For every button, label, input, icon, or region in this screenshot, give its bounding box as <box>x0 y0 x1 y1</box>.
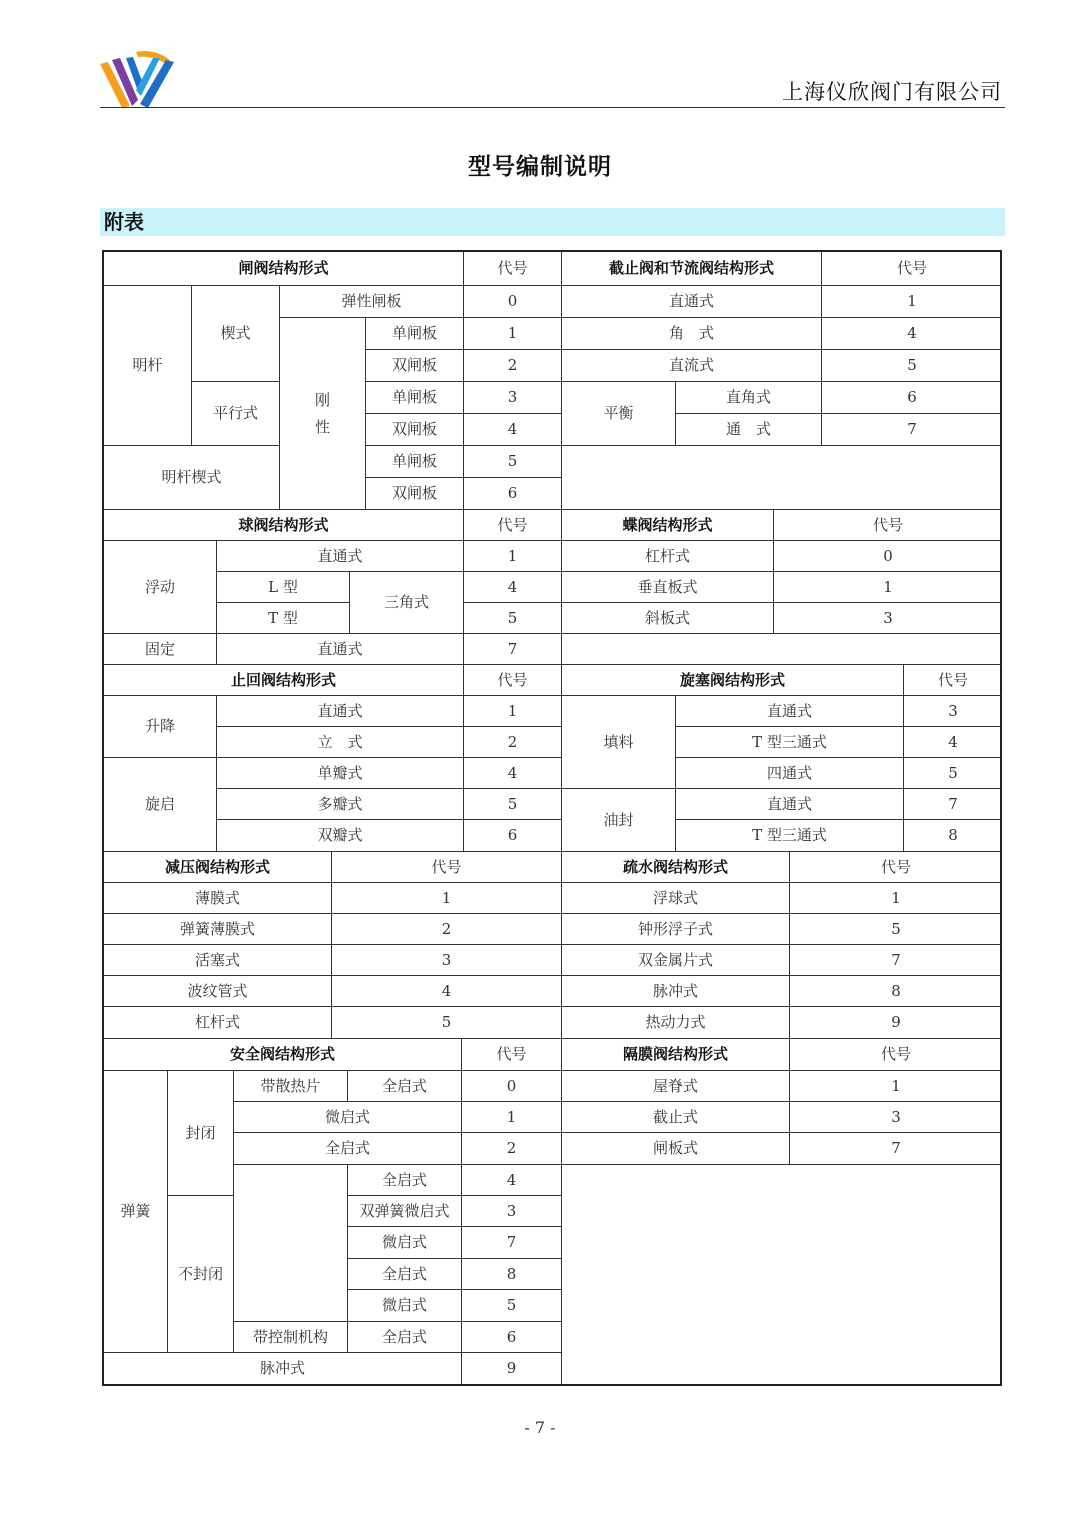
plug-code: 8 <box>904 820 1002 852</box>
diaphragm-code: 1 <box>790 1071 1002 1102</box>
reducing-code: 5 <box>332 1007 562 1039</box>
globe-zhijiao: 直角式 <box>676 382 822 414</box>
gate-xing-char: 性 <box>314 417 330 436</box>
diaphragm-title: 隔膜阀结构形式 <box>562 1039 790 1071</box>
plug-youfeng: 油封 <box>562 789 676 852</box>
diaphragm-item: 屋脊式 <box>562 1071 790 1102</box>
safety-sanre: 带散热片 <box>234 1071 348 1102</box>
check-shengjiang: 升降 <box>104 696 217 758</box>
safety-weiqi: 微启式 <box>234 1102 462 1133</box>
trap-item: 双金属片式 <box>562 945 790 976</box>
gate-mingan-xie: 明杆楔式 <box>104 446 280 510</box>
header-divider <box>100 107 1005 108</box>
safety-tanhuang: 弹簧 <box>104 1071 168 1353</box>
company-name: 上海仪欣阀门有限公司 <box>782 80 1002 104</box>
butterfly-code: 3 <box>774 603 1002 634</box>
safety-quanqi: 全启式 <box>348 1165 462 1196</box>
ball-title: 球阀结构形式 <box>104 510 464 541</box>
reducing-code: 3 <box>332 945 562 976</box>
safety-code-header: 代号 <box>462 1039 562 1071</box>
gate-tanxing: 弹性闸板 <box>280 286 464 318</box>
reducing-item: 薄膜式 <box>104 883 332 914</box>
safety-code: 0 <box>462 1071 562 1102</box>
butterfly-item: 杠杆式 <box>562 541 774 572</box>
ball-l: L 型 <box>217 572 350 603</box>
safety-bufengbi: 不封闭 <box>168 1196 234 1353</box>
ball-guding: 固定 <box>104 634 217 665</box>
empty-cell <box>562 1165 1002 1384</box>
check-item: 单瓣式 <box>217 758 464 789</box>
gate-gangxing <box>280 318 366 510</box>
globe-tong: 通 式 <box>676 414 822 446</box>
plug-code-header: 代号 <box>904 665 1002 696</box>
check-code: 5 <box>464 789 562 820</box>
globe-code: 5 <box>822 350 1002 382</box>
plug-item: 直通式 <box>676 696 904 727</box>
gate-shuangzha: 双闸板 <box>366 414 464 446</box>
ball-sanjiao: 三角式 <box>350 572 464 634</box>
section-band <box>100 208 1005 236</box>
trap-title: 疏水阀结构形式 <box>562 852 790 883</box>
check-item: 多瓣式 <box>217 789 464 820</box>
section-label: 附表 <box>104 210 144 234</box>
diaphragm-item: 截止式 <box>562 1102 790 1133</box>
safety-quanqi: 全启式 <box>234 1133 462 1165</box>
globe-code: 4 <box>822 318 1002 350</box>
butterfly-item: 斜板式 <box>562 603 774 634</box>
butterfly-code: 1 <box>774 572 1002 603</box>
reducing-item: 弹簧薄膜式 <box>104 914 332 945</box>
diaphragm-item: 闸板式 <box>562 1133 790 1165</box>
gate-code: 1 <box>464 318 562 350</box>
safety-code: 5 <box>462 1290 562 1322</box>
safety-code: 7 <box>462 1227 562 1259</box>
plug-item: 四通式 <box>676 758 904 789</box>
diaphragm-code: 3 <box>790 1102 1002 1133</box>
butterfly-title: 蝶阀结构形式 <box>562 510 774 541</box>
safety-code: 6 <box>462 1322 562 1353</box>
globe-pingheng: 平衡 <box>562 382 676 446</box>
gate-shuangzha: 双闸板 <box>366 350 464 382</box>
gate-code: 6 <box>464 478 562 510</box>
trap-code: 7 <box>790 945 1002 976</box>
safety-code: 1 <box>462 1102 562 1133</box>
trap-code: 8 <box>790 976 1002 1007</box>
plug-code: 7 <box>904 789 1002 820</box>
reducing-code: 4 <box>332 976 562 1007</box>
globe-jiao: 角 式 <box>562 318 822 350</box>
globe-code: 1 <box>822 286 1002 318</box>
company-logo-icon <box>96 46 178 110</box>
safety-code: 2 <box>462 1133 562 1165</box>
safety-code: 4 <box>462 1165 562 1196</box>
check-item: 立 式 <box>217 727 464 758</box>
check-item: 直通式 <box>217 696 464 727</box>
check-code: 1 <box>464 696 562 727</box>
safety-shuang: 双弹簧微启式 <box>348 1196 462 1227</box>
plug-code: 4 <box>904 727 1002 758</box>
ball-t: T 型 <box>217 603 350 634</box>
page-number: - 7 - <box>524 1418 556 1437</box>
check-code: 6 <box>464 820 562 852</box>
ball-code: 1 <box>464 541 562 572</box>
safety-title: 安全阀结构形式 <box>104 1039 462 1071</box>
safety-weiqi: 微启式 <box>348 1227 462 1259</box>
butterfly-item: 垂直板式 <box>562 572 774 603</box>
plug-item: T 型三通式 <box>676 727 904 758</box>
ball-zhitong: 直通式 <box>217 541 464 572</box>
empty-cell <box>234 1165 348 1322</box>
check-code: 2 <box>464 727 562 758</box>
ball-code: 5 <box>464 603 562 634</box>
gate-pingxing: 平行式 <box>192 382 280 446</box>
diaphragm-code-header: 代号 <box>790 1039 1002 1071</box>
gate-danzha: 单闸板 <box>366 318 464 350</box>
check-code: 4 <box>464 758 562 789</box>
gate-code: 5 <box>464 446 562 478</box>
check-code-header: 代号 <box>464 665 562 696</box>
plug-title: 旋塞阀结构形式 <box>562 665 904 696</box>
reducing-title: 减压阀结构形式 <box>104 852 332 883</box>
gate-shuangzha: 双闸板 <box>366 478 464 510</box>
globe-code: 6 <box>822 382 1002 414</box>
gate-mingan: 明杆 <box>104 286 192 446</box>
trap-code: 5 <box>790 914 1002 945</box>
reducing-code-header: 代号 <box>332 852 562 883</box>
safety-fengbi: 封闭 <box>168 1071 234 1196</box>
gate-xieshi: 楔式 <box>192 286 280 382</box>
safety-quanqi: 全启式 <box>348 1071 462 1102</box>
globe-zhitong: 直通式 <box>562 286 822 318</box>
diaphragm-code: 7 <box>790 1133 1002 1165</box>
gate-code: 4 <box>464 414 562 446</box>
check-item: 双瓣式 <box>217 820 464 852</box>
safety-maichong: 脉冲式 <box>104 1353 462 1384</box>
trap-code: 9 <box>790 1007 1002 1039</box>
safety-code: 8 <box>462 1259 562 1290</box>
reducing-code: 1 <box>332 883 562 914</box>
plug-tianliao: 填料 <box>562 696 676 789</box>
safety-weiqi: 微启式 <box>348 1290 462 1322</box>
ball-zhitong: 直通式 <box>217 634 464 665</box>
plug-item: T 型三通式 <box>676 820 904 852</box>
check-xuanqi: 旋启 <box>104 758 217 852</box>
trap-item: 钟形浮子式 <box>562 914 790 945</box>
safety-quanqi: 全启式 <box>348 1259 462 1290</box>
gate-danzha: 单闸板 <box>366 382 464 414</box>
ball-code: 7 <box>464 634 562 665</box>
ball-fudong: 浮动 <box>104 541 217 634</box>
trap-item: 脉冲式 <box>562 976 790 1007</box>
page-title: 型号编制说明 <box>468 154 612 180</box>
globe-zhiliu: 直流式 <box>562 350 822 382</box>
plug-item: 直通式 <box>676 789 904 820</box>
ball-code-header: 代号 <box>464 510 562 541</box>
empty-cell <box>562 634 1002 665</box>
gate-code: 3 <box>464 382 562 414</box>
check-title: 止回阀结构形式 <box>104 665 464 696</box>
reducing-item: 波纹管式 <box>104 976 332 1007</box>
butterfly-code-header: 代号 <box>774 510 1002 541</box>
gate-code: 2 <box>464 350 562 382</box>
safety-code: 3 <box>462 1196 562 1227</box>
valve-code-table <box>102 250 1002 1386</box>
safety-kongzhi: 带控制机构 <box>234 1322 348 1353</box>
trap-item: 浮球式 <box>562 883 790 914</box>
safety-code: 9 <box>462 1353 562 1384</box>
plug-code: 5 <box>904 758 1002 789</box>
reducing-item: 杠杆式 <box>104 1007 332 1039</box>
globe-code-header: 代号 <box>822 252 1002 286</box>
reducing-item: 活塞式 <box>104 945 332 976</box>
gate-code: 0 <box>464 286 562 318</box>
gate-danzha: 单闸板 <box>366 446 464 478</box>
gate-code-header: 代号 <box>464 252 562 286</box>
trap-code: 1 <box>790 883 1002 914</box>
gate-title: 闸阀结构形式 <box>104 252 464 286</box>
empty-cell <box>562 446 1002 510</box>
globe-title: 截止阀和节流阀结构形式 <box>562 252 822 286</box>
plug-code: 3 <box>904 696 1002 727</box>
trap-item: 热动力式 <box>562 1007 790 1039</box>
trap-code-header: 代号 <box>790 852 1002 883</box>
reducing-code: 2 <box>332 914 562 945</box>
globe-code: 7 <box>822 414 1002 446</box>
gate-gang-char: 刚 <box>314 390 330 409</box>
butterfly-code: 0 <box>774 541 1002 572</box>
safety-quanqi: 全启式 <box>348 1322 462 1353</box>
ball-code: 4 <box>464 572 562 603</box>
